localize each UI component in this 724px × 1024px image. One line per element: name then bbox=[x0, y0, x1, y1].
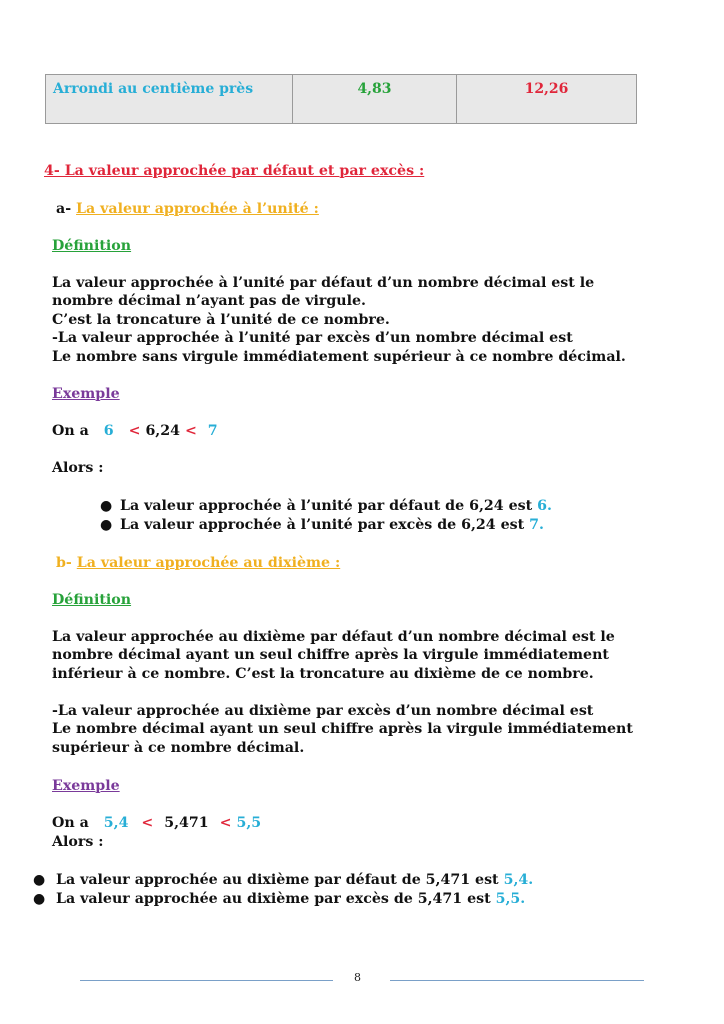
part-b-definition-title: Définition bbox=[52, 592, 132, 608]
bullet-dot: ● bbox=[33, 891, 46, 907]
bullet-answer: 5,4. bbox=[503, 872, 534, 888]
bullet-text: La valeur approchée à l’unité par défaut de 6,24 est bbox=[120, 498, 533, 514]
bullet-dot: ● bbox=[100, 517, 113, 533]
part-b-title: La valeur approchée au dixième : bbox=[76, 555, 341, 571]
part-b-example bbox=[52, 814, 261, 832]
example-lt: < bbox=[219, 815, 232, 831]
bullet-answer: 6. bbox=[537, 498, 552, 514]
part-b-example-title: Exemple bbox=[52, 778, 120, 794]
table-label-text: Arrondi au centième près bbox=[53, 81, 254, 97]
bullet-dot: ● bbox=[33, 872, 46, 888]
bullet-dot: ● bbox=[100, 498, 113, 514]
example-low: 5,4 bbox=[103, 815, 129, 831]
part-a-bullet-2 bbox=[120, 516, 544, 534]
part-b-def-line: nombre décimal ayant un seul chiffre après la virgule immédiatement bbox=[52, 647, 609, 663]
part-a-def-line: -La valeur approchée à l’unité par excès d’un nombre décimal est bbox=[52, 330, 573, 346]
part-b-heading bbox=[56, 554, 340, 572]
part-b-prefix: b- bbox=[56, 555, 72, 571]
example-on-a: On a bbox=[52, 423, 89, 439]
part-a-def-line: La valeur approchée à l’unité par défaut d’un nombre décimal est le bbox=[52, 275, 595, 291]
part-a-def-line: C’est la troncature à l’unité de ce nombre. bbox=[52, 312, 390, 328]
bullet-answer: 7. bbox=[529, 517, 544, 533]
table-cell-label bbox=[46, 75, 293, 123]
part-a-heading bbox=[56, 200, 319, 218]
footer-divider-left bbox=[80, 980, 333, 981]
bullet-text: La valeur approchée à l’unité par excès de 6,24 est bbox=[120, 517, 525, 533]
part-a-example-title: Exemple bbox=[52, 386, 120, 402]
part-b-bullet-1 bbox=[56, 871, 533, 889]
example-high: 7 bbox=[207, 423, 218, 439]
table-cell-value1 bbox=[293, 75, 457, 123]
part-a-def-line: nombre décimal n’ayant pas de virgule. bbox=[52, 293, 366, 309]
example-high: 5,5 bbox=[236, 815, 262, 831]
part-b-def-line: supérieur à ce nombre décimal. bbox=[52, 740, 305, 756]
part-a-title: La valeur approchée à l’unité : bbox=[76, 201, 319, 217]
example-on-a: On a bbox=[52, 815, 89, 831]
table-cell-value2 bbox=[457, 75, 636, 123]
footer-divider-right bbox=[390, 980, 644, 981]
example-lt: < bbox=[141, 815, 154, 831]
page-number: 8 bbox=[354, 971, 361, 984]
example-lt: < bbox=[128, 423, 141, 439]
part-b-def-line: Le nombre décimal ayant un seul chiffre après la virgule immédiatement bbox=[52, 721, 633, 737]
part-a-alors: Alors : bbox=[52, 460, 104, 476]
rounding-table bbox=[45, 74, 637, 124]
example-low: 6 bbox=[103, 423, 114, 439]
part-b-def-line: inférieur à ce nombre. C’est la troncature au dixième de ce nombre. bbox=[52, 666, 594, 682]
example-value: 5,471 bbox=[164, 815, 209, 831]
table-value1-text: 4,83 bbox=[357, 81, 392, 97]
part-b-bullet-2 bbox=[56, 890, 525, 908]
part-b-def-line: -La valeur approchée au dixième par excès d’un nombre décimal est bbox=[52, 703, 594, 719]
bullet-text: La valeur approchée au dixième par défaut de 5,471 est bbox=[56, 872, 499, 888]
example-lt: < bbox=[184, 423, 197, 439]
part-a-prefix: a- bbox=[56, 201, 72, 217]
part-b-alors: Alors : bbox=[52, 834, 104, 850]
section4-title: 4- La valeur approchée par défaut et par excès : bbox=[44, 163, 425, 179]
table-value2-text: 12,26 bbox=[524, 81, 569, 97]
part-a-example bbox=[52, 422, 218, 440]
part-a-def-line: Le nombre sans virgule immédiatement supérieur à ce nombre décimal. bbox=[52, 349, 626, 365]
part-a-bullet-1 bbox=[120, 497, 552, 515]
example-value: 6,24 bbox=[145, 423, 180, 439]
bullet-answer: 5,5. bbox=[495, 891, 526, 907]
part-a-definition-title: Définition bbox=[52, 238, 132, 254]
bullet-text: La valeur approchée au dixième par excès de 5,471 est bbox=[56, 891, 491, 907]
part-b-def-line: La valeur approchée au dixième par défaut d’un nombre décimal est le bbox=[52, 629, 615, 645]
